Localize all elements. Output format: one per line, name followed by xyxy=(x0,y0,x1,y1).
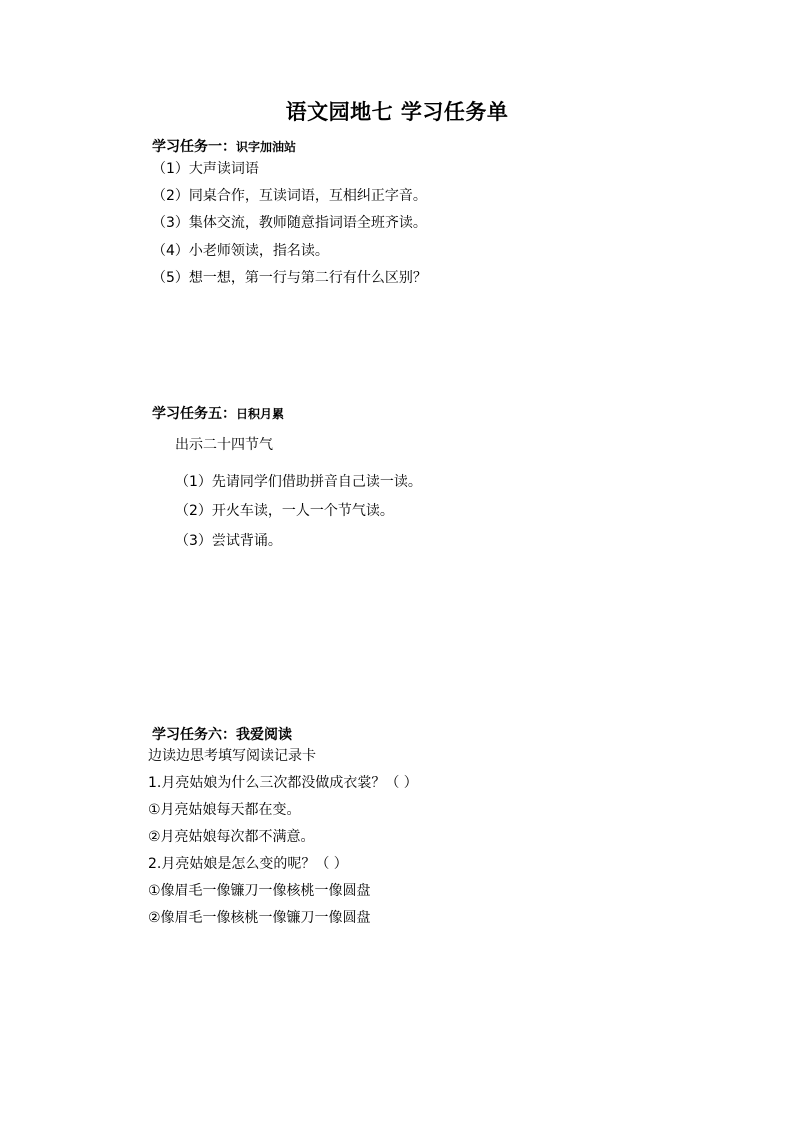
task6-heading: 学习任务六：我爱阅读 xyxy=(152,727,292,743)
task6-intro: 边读边思考填写阅读记录卡 xyxy=(148,748,316,764)
task5-heading xyxy=(152,403,284,423)
page-title: 语文园地七 学习任务单 xyxy=(285,100,509,124)
task1-line-1: （1）大声读词语 xyxy=(152,161,259,177)
task6-question-1: 1.月亮姑娘为什么三次都没做成衣裳？（ ） xyxy=(148,775,418,791)
task5-line-1: （1）先请同学们借助拼音自己读一读。 xyxy=(175,474,422,490)
task6-option-1b: ②月亮姑娘每次都不满意。 xyxy=(148,829,315,845)
task6-option-1a: ①月亮姑娘每天都在变。 xyxy=(148,802,301,818)
task5-subheading: 日积月累 xyxy=(236,407,285,421)
task1-line-3: （3）集体交流，教师随意指词语全班齐读。 xyxy=(152,215,427,231)
task1-line-5: （5）想一想，第一行与第二行有什么区别？ xyxy=(152,270,427,286)
task6-option-2a: ①像眉毛一像镰刀一像核桃一像圆盘 xyxy=(148,883,371,899)
task6-question-2: 2.月亮姑娘是怎么变的呢？（ ） xyxy=(148,856,348,872)
task1-subheading: 识字加油站 xyxy=(236,140,297,154)
task1-heading-label: 学习任务一： xyxy=(152,139,236,155)
task5-line-3: （3）尝试背诵。 xyxy=(175,533,282,549)
task5-heading-label: 学习任务五： xyxy=(152,406,236,422)
task5-intro: 出示二十四节气 xyxy=(175,437,273,453)
task1-line-2: （2）同桌合作，互读词语，互相纠正字音。 xyxy=(152,188,427,204)
task5-line-2: （2）开火车读，一人一个节气读。 xyxy=(175,503,394,519)
task1-line-4: （4）小老师领读，指名读。 xyxy=(152,243,329,259)
task6-option-2b: ②像眉毛一像核桃一像镰刀一像圆盘 xyxy=(148,910,371,926)
task1-heading xyxy=(152,136,296,156)
